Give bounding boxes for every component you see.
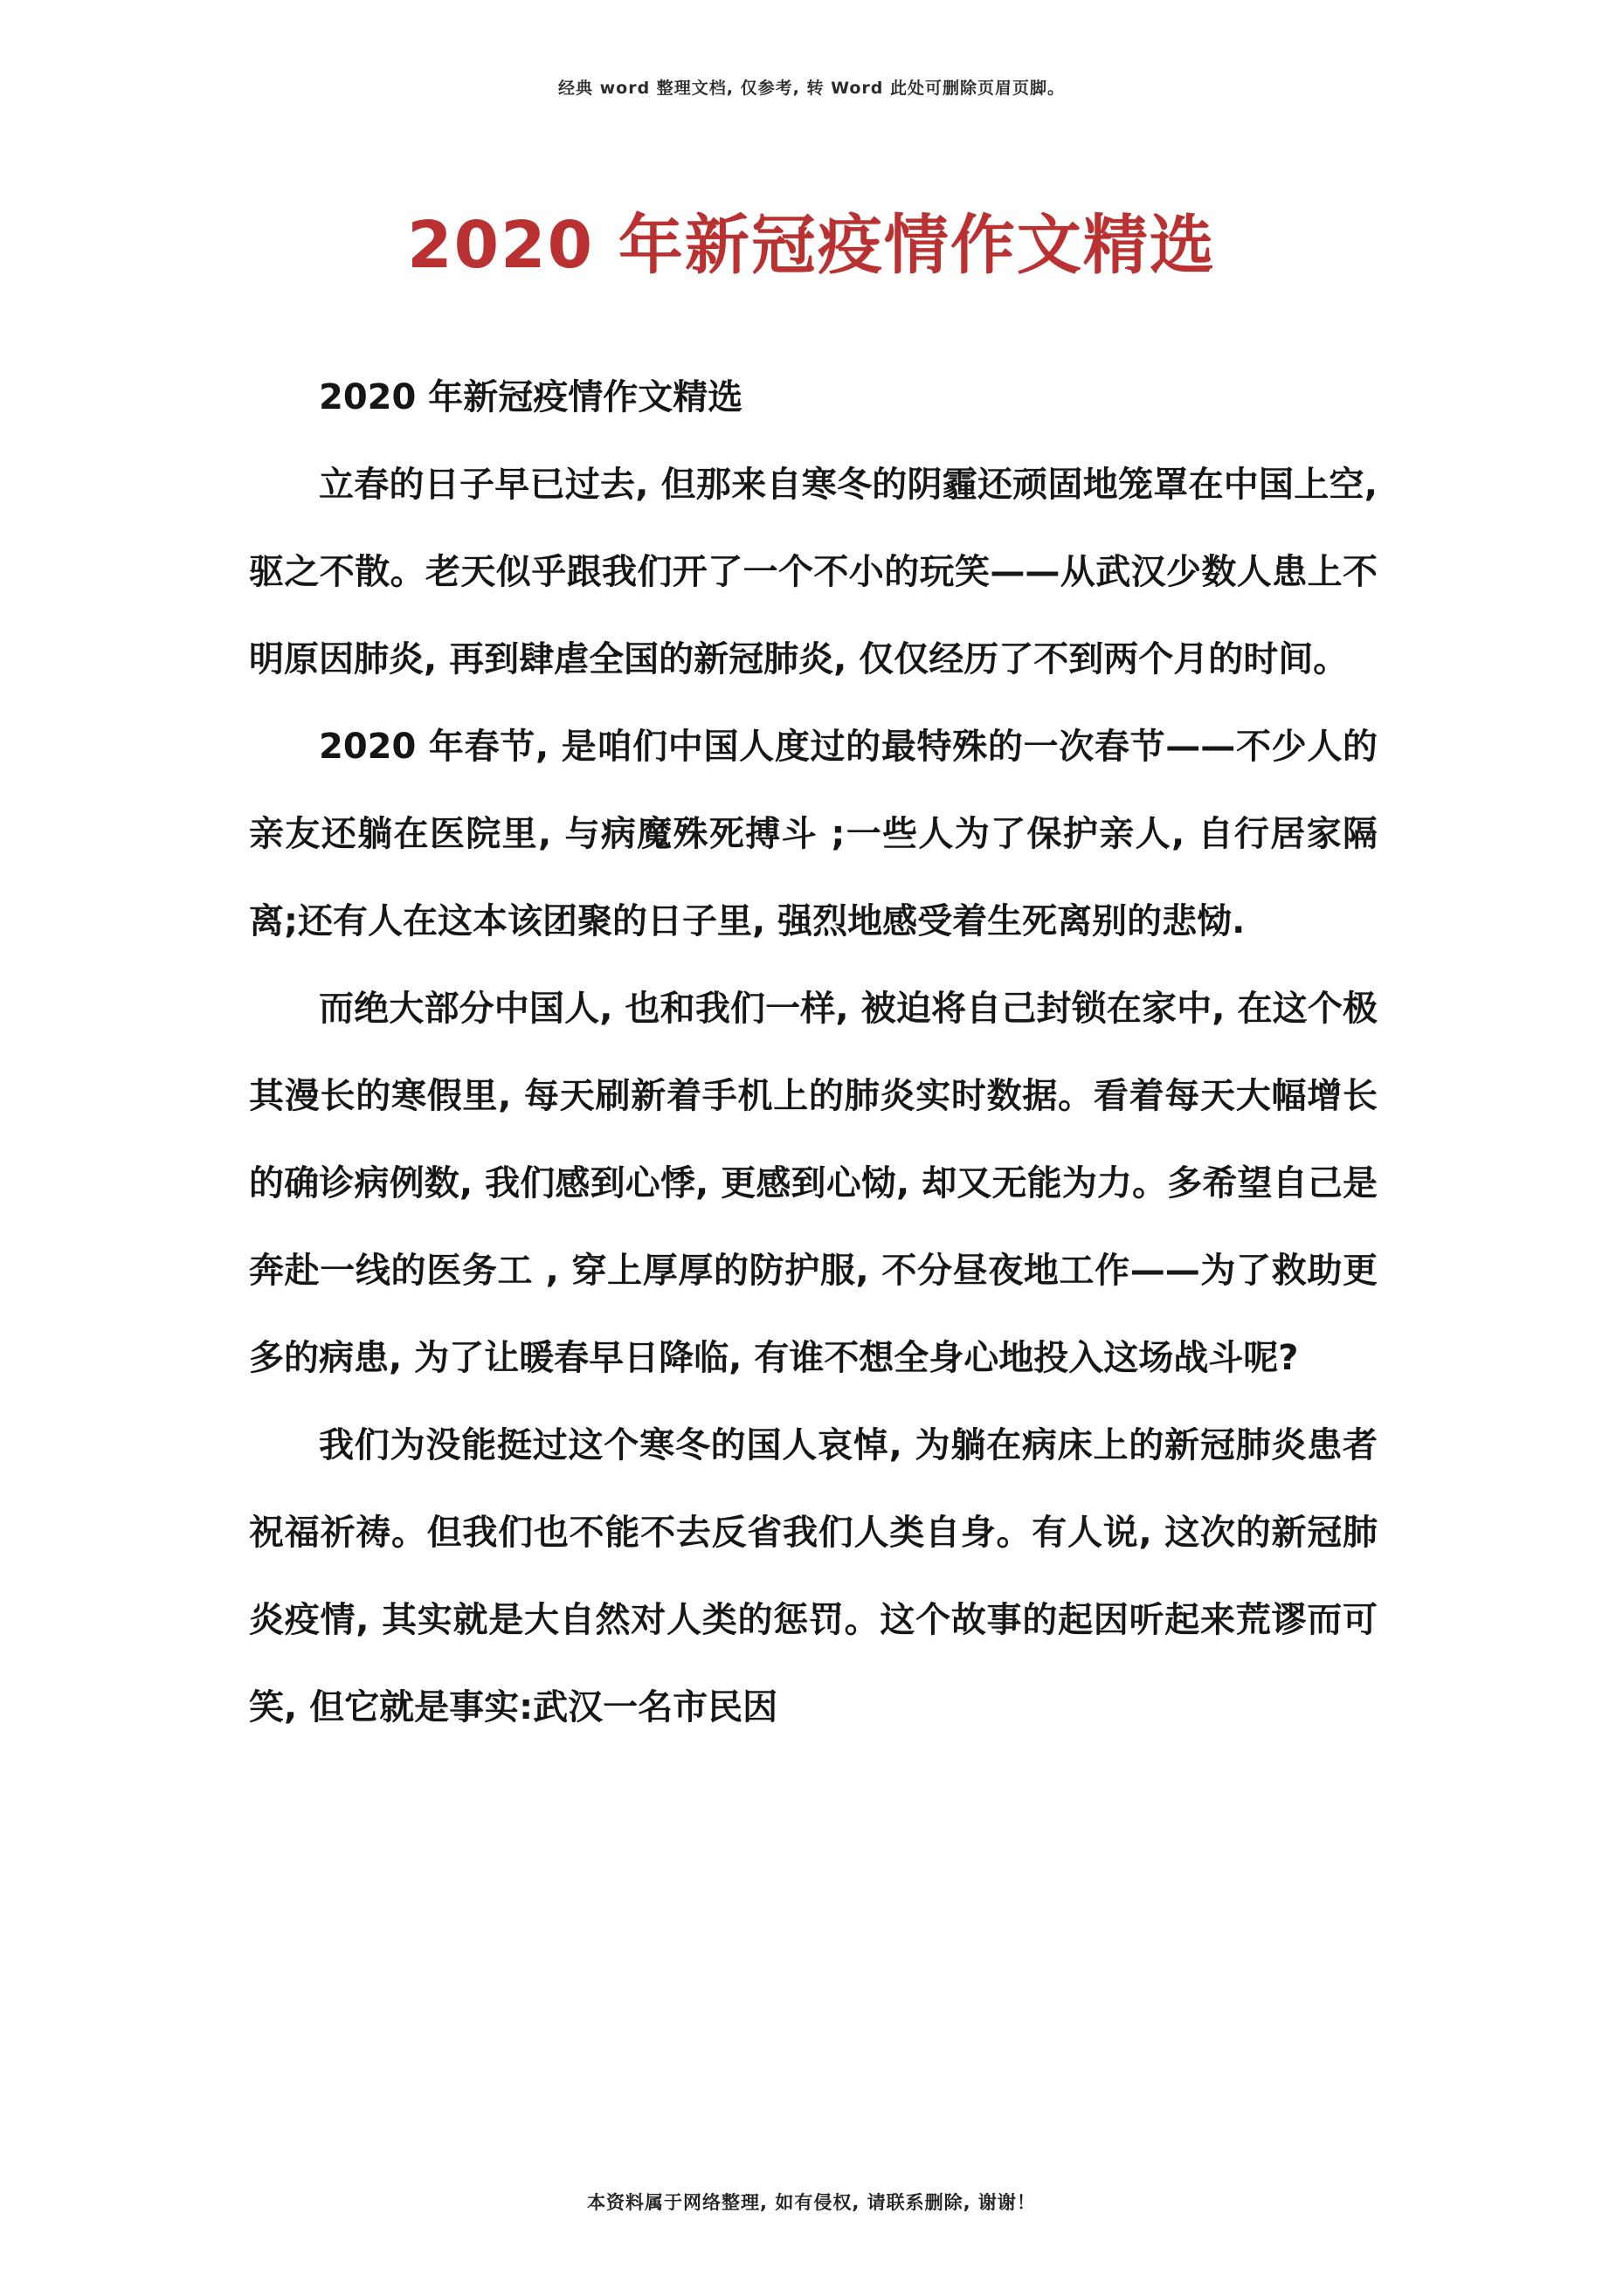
- page-footer-note: 本资料属于网络整理, 如有侵权, 请联系删除, 谢谢！: [587, 2192, 1036, 2213]
- page-title: 2020 年新冠疫情作文精选: [407, 207, 1216, 283]
- page-header-note: 经典 word 整理文档, 仅参考, 转 Word 此处可删除页眉页脚。: [557, 79, 1065, 98]
- paragraph: 立春的日子早已过去, 但那来自寒冬的阴霾还顽固地笼罩在中国上空, 驱之不散。老天似乎跟我们开了一个不小的玩笑——从武汉少数人患上不明原因肺炎, 再到肆虐全国的新冠肺炎, 仅仅经历了不到两个月的时间。: [249, 465, 1378, 679]
- paragraph: 而绝大部分中国人, 也和我们一样, 被迫将自己封锁在家中, 在这个极其漫长的寒假里, 每天刷新着手机上的肺炎实时数据。看着每天大幅增长的确诊病例数, 我们感到心悸, 更感到心恸, 却又无能为力。多希望自己是奔赴一线的医务工 , 穿上厚厚的防护服, 不分昼夜地工作——为了救助更多的病患, 为了让暖春早日降临, 有谁不想全身心地投入这场战斗呢?: [249, 989, 1378, 1378]
- document-body: [249, 354, 1378, 1751]
- paragraph: 2020 年春节, 是咱们中国人度过的最特殊的一次春节——不少人的亲友还躺在医院里, 与病魔殊死搏斗 ;一些人为了保护亲人, 自行居家隔离;还有人在这本该团聚的日子里, 强烈地感受着生死离别的悲恸.: [249, 727, 1378, 941]
- paragraph: 2020 年新冠疫情作文精选: [319, 377, 743, 417]
- paragraph: 我们为没能挺过这个寒冬的国人哀悼, 为躺在病床上的新冠肺炎患者祝福祈祷。但我们也不能不去反省我们人类自身。有人说, 这次的新冠肺炎疫情, 其实就是大自然对人类的惩罚。这个故事的起因听起来荒谬而可笑, 但它就是事实:武汉一名市民因: [249, 1425, 1378, 1727]
